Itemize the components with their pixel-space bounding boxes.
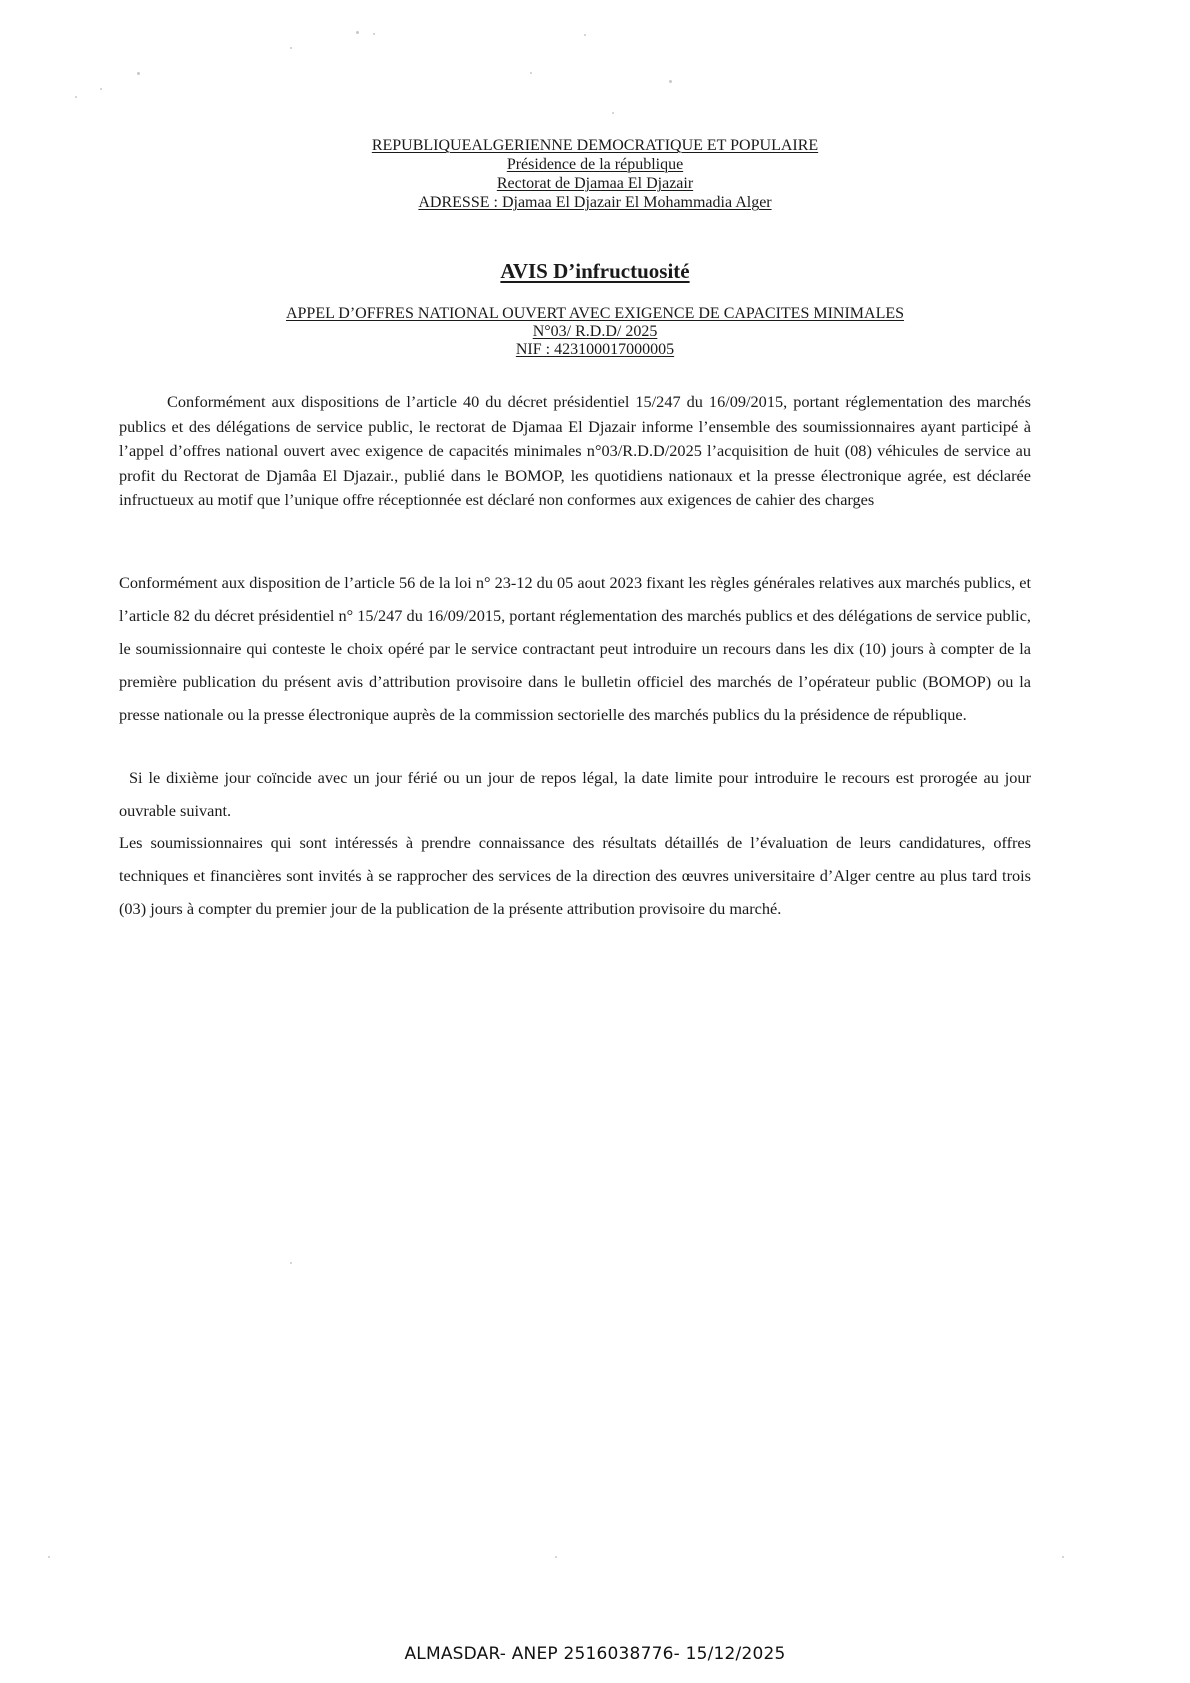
paragraph-text: Conformément aux dispositions de l’article 40 du décret présidentiel 15/247 du 16/09/2015, portant réglementation des marchés publics et des délégations de service public, le rectorat de Djamaa El Djazair informe l’ensemble des soumissionnaires ayant participé à l’appel d’offres national ouvert avec exigence de capacités minimales n°03/R.D.D/2025 l’acquisition de huit (08) véhicules de service au profit du Rectorat de Djamâa El Djazair., publié dans le BOMOP, les quotidiens nationaux et la presse électronique agrée, est déclarée infructueux au motif que l’unique offre réceptionnée est déclaré non conformes aux exigences de cahier des charges xyxy=(119,392,1031,509)
republic-name: REPUBLIQUEALGERIENNE DEMOCRATIQUE ET POPULAIRE xyxy=(371,137,819,154)
paragraph-text: Conformément aux disposition de l’article 56 de la loi n° 23-12 du 05 aout 2023 fixant les règles générales relatives aux marchés publics, et l’article 82 du décret présidentiel n° 15/247 du 16/09/2015, portant réglementation des marchés publics et des délégations de service public, le soumissionnaire qui conteste le choix opéré par le service contractant peut introduire un recours dans les dix (10) jours à compter de la première publication du présent avis d’attribution provisoire dans le bulletin officiel des marchés de l’opérateur public (BOMOP) ou la presse nationale ou la presse électronique auprès de la commission sectorielle des marchés publics du la présidence de république. xyxy=(119,573,1031,724)
tender-number: N°03/ R.D.D/ 2025 xyxy=(532,323,658,340)
address-line: ADRESSE : Djamaa El Djazair El Mohammadia Alger xyxy=(418,194,772,211)
body-paragraph-3 xyxy=(119,761,1031,827)
presidency-name: Présidence de la république xyxy=(506,156,684,173)
tax-id: NIF : 423100017000005 xyxy=(515,341,675,358)
paragraph-text: Les soumissionnaires qui sont intéressés à prendre connaissance des résultats détaillés de l’évaluation de leurs candidatures, offres techniques et financières sont invités à se rapprocher des services de la direction des œuvres universitaire d’Alger centre au plus tard trois (03) jours à compter du premier jour de la publication de la présente attribution provisoire du marché. xyxy=(119,833,1031,918)
body-paragraph-2 xyxy=(119,566,1031,731)
rectorate-name: Rectorat de Djamaa El Djazair xyxy=(496,175,694,192)
tender-reference xyxy=(0,305,1190,359)
document-header xyxy=(0,136,1190,212)
tender-type: APPEL D’OFFRES NATIONAL OUVERT AVEC EXIGENCE DE CAPACITES MINIMALES xyxy=(285,305,905,322)
paragraph-text: Si le dixième jour coïncide avec un jour férié ou un jour de repos légal, la date limite pour introduire le recours est prorogée au jour ouvrable suivant. xyxy=(119,768,1031,820)
notice-title: AVIS D’infructuosité xyxy=(500,259,690,283)
body-paragraph-4 xyxy=(119,826,1031,925)
publication-footer: ALMASDAR- ANEP 2516038776- 15/12/2025 xyxy=(404,1644,786,1664)
body-paragraph-1 xyxy=(119,390,1031,513)
